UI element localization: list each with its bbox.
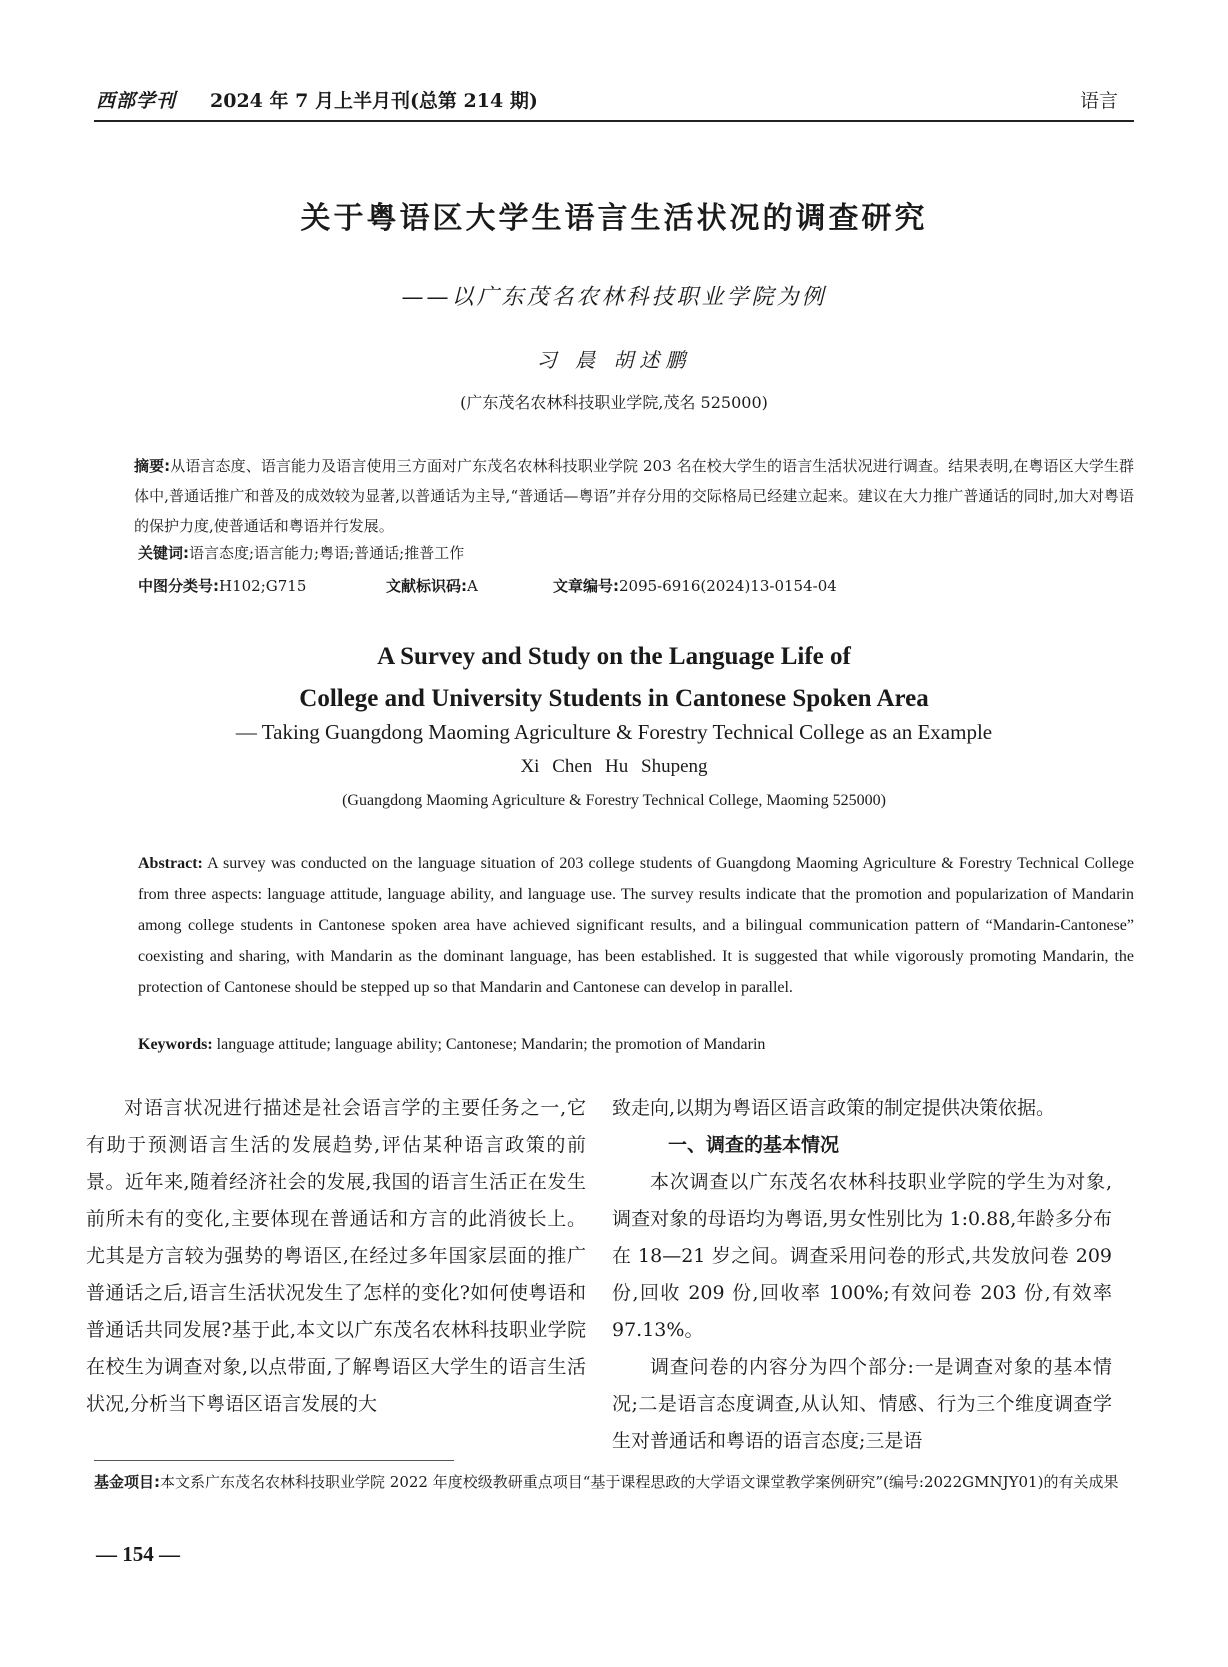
abstract-chinese bbox=[94, 451, 1134, 541]
affiliation-chinese: (广东茂名农林科技职业学院,茂名 525000) bbox=[460, 393, 768, 412]
keywords-english bbox=[138, 1036, 765, 1054]
section-heading: 一、调查的基本情况 bbox=[668, 1134, 840, 1156]
abstract-text-en: A survey was conducted on the language situation of 203 college students of Guangdong Maoming Agriculture & Forestry Technical College from three aspects: language attitude, language ability, and language use. The survey results indicate that the promotion and popularization of Mandarin among college students in Cantonese spoken area have achieved significant results, and a bilingual communication pattern of “Mandarin-Cantonese” coexisting and sharing, with Mandarin as the dominant language, has been established. It is suggested that while vigorously promoting Mandarin, the protection of Cantonese should be stepped up so that Mandarin and Cantonese can develop in parallel. bbox=[138, 855, 1135, 996]
authors-chinese: 习 晨 胡述鹏 bbox=[536, 348, 692, 372]
footnote-funding bbox=[94, 1468, 1134, 1496]
article-number-value: 2095-6916(2024)13-0154-04 bbox=[619, 577, 837, 595]
subtitle-english: — Taking Guangdong Maoming Agriculture & Forestry Technical College as an Example bbox=[235, 720, 993, 744]
journal-logo: 西部学刊 bbox=[96, 90, 177, 112]
keywords-chinese bbox=[138, 542, 464, 563]
authors-english: Xi Chen Hu Shupeng bbox=[520, 756, 708, 777]
affiliation-english: (Guangdong Maoming Agriculture & Forestry Technical College, Maoming 525000) bbox=[342, 792, 886, 809]
section-label: 语言 bbox=[1079, 90, 1118, 112]
footnote-label: 基金项目: bbox=[94, 1473, 160, 1491]
keywords-text-cn: 语言态度;语言能力;粤语;普通话;推普工作 bbox=[189, 544, 465, 562]
title-english bbox=[94, 636, 1134, 720]
document-code bbox=[386, 575, 478, 596]
header-rule bbox=[94, 120, 1134, 122]
abstract-label-en: Abstract: bbox=[138, 855, 203, 872]
body-paragraph: 本次调查以广东茂名农林科技职业学院的学生为对象,调查对象的母语均为粤语,男女性别比为 1:0.88,年龄多分布在 18—21 岁之间。调查采用问卷的形式,共发放问卷 209 份,回收 209 份,回收率 100%;有效问卷 203 份,有效率 97.13%。 bbox=[612, 1171, 1112, 1341]
keywords-label-en: Keywords: bbox=[138, 1036, 213, 1053]
footnote-rule bbox=[94, 1460, 454, 1461]
doc-code-label: 文献标识码: bbox=[386, 577, 467, 595]
title-english-line-1: A Survey and Study on the Language Life of bbox=[377, 643, 851, 670]
keywords-text-en: language attitude; language ability; Cantonese; Mandarin; the promotion of Mandarin bbox=[216, 1036, 766, 1053]
abstract-label-cn: 摘要: bbox=[134, 457, 171, 475]
article-number bbox=[553, 575, 837, 596]
article-number-label: 文章编号: bbox=[553, 577, 619, 595]
keywords-label-cn: 关键词: bbox=[138, 544, 189, 562]
clc-label: 中图分类号: bbox=[138, 577, 219, 595]
abstract-english bbox=[94, 848, 1134, 1003]
body-paragraph-continued: 致走向,以期为粤语区语言政策的制定提供决策依据。 bbox=[612, 1097, 1056, 1119]
title-english-line-2: College and University Students in Cantonese Spoken Area bbox=[299, 685, 929, 712]
clc-value: H102;G715 bbox=[219, 577, 307, 595]
page-number: — 154 — bbox=[96, 1542, 180, 1566]
doc-code-value: A bbox=[467, 577, 478, 595]
footnote-text: 本文系广东茂名农林科技职业学院 2022 年度校级教研重点项目“基于课程思政的大学语文课堂教学案例研究”(编号:2022GMNJY01)的有关成果 bbox=[160, 1473, 1119, 1491]
body-column-left bbox=[86, 1090, 586, 1423]
abstract-text-cn: 从语言态度、语言能力及语言使用三方面对广东茂名农林科技职业学院 203 名在校大学生的语言生活状况进行调查。结果表明,在粤语区大学生群体中,普通话推广和普及的成效较为显著,以普通话为主导,“普通话—粤语”并存分用的交际格局已经建立起来。建议在大力推广普通话的同时,加大对粤语的保护力度,使普通话和粤语并行发展。 bbox=[134, 457, 1134, 535]
body-column-right bbox=[612, 1090, 1112, 1460]
subtitle-chinese: ——以广东茂名农林科技职业学院为例 bbox=[401, 285, 827, 310]
body-paragraph: 对语言状况进行描述是社会语言学的主要任务之一,它有助于预测语言生活的发展趋势,评估某种语言政策的前景。近年来,随着经济社会的发展,我国的语言生活正在发生前所未有的变化,主要体现在普通话和方言的此消彼长上。尤其是方言较为强势的粤语区,在经过多年国家层面的推广普通话之后,语言生活状况发生了怎样的变化?如何使粤语和普通话共同发展?基于此,本文以广东茂名农林科技职业学院在校生为调查对象,以点带面,了解粤语区大学生的语言生活状况,分析当下粤语区语言发展的大 bbox=[86, 1097, 586, 1415]
clc-number bbox=[138, 575, 306, 596]
body-paragraph: 调查问卷的内容分为四个部分:一是调查对象的基本情况;二是语言态度调查,从认知、情感、行为三个维度调查学生对普通话和粤语的语言态度;三是语 bbox=[612, 1356, 1112, 1452]
issue-info: 2024 年 7 月上半月刊(总第 214 期) bbox=[210, 90, 538, 112]
title-chinese: 关于粤语区大学生语言生活状况的调查研究 bbox=[300, 201, 928, 236]
